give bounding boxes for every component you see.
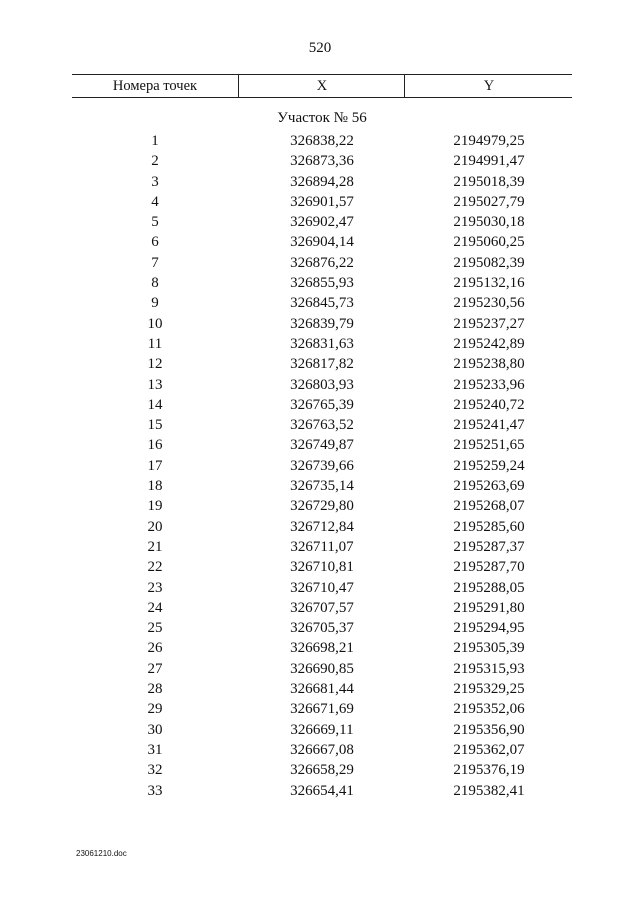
table-row — [0, 415, 640, 435]
table-row — [0, 517, 640, 537]
y-coordinate-cell: 2195240,72 — [453, 396, 525, 413]
y-coordinate-cell: 2195027,79 — [453, 193, 525, 210]
table-row — [0, 253, 640, 273]
y-coordinate-cell: 2195259,24 — [453, 457, 525, 474]
point-number-cell: 7 — [151, 254, 159, 271]
point-number-cell: 6 — [151, 234, 159, 251]
table-row — [0, 131, 640, 151]
point-number-cell: 21 — [147, 538, 163, 555]
y-coordinate-cell: 2195018,39 — [453, 173, 525, 190]
y-coordinate-cell: 2195132,16 — [453, 275, 525, 292]
x-coordinate-cell: 326654,41 — [290, 782, 354, 799]
column-header-x: X — [238, 75, 405, 97]
y-coordinate-cell: 2195082,39 — [453, 254, 525, 271]
x-coordinate-cell: 326855,93 — [290, 275, 354, 292]
table-row — [0, 638, 640, 658]
y-coordinate-cell: 2195230,56 — [453, 295, 525, 312]
page-number: 520 — [308, 40, 332, 56]
table-row — [0, 354, 640, 374]
table-row — [0, 192, 640, 212]
x-coordinate-cell: 326876,22 — [290, 254, 354, 271]
y-coordinate-cell: 2195060,25 — [453, 234, 525, 251]
point-number-cell: 24 — [147, 599, 163, 616]
point-number-cell: 13 — [147, 376, 163, 393]
y-coordinate-cell: 2194979,25 — [453, 133, 525, 149]
y-coordinate-cell: 2195285,60 — [453, 518, 525, 535]
point-number-cell: 4 — [151, 193, 159, 210]
table-row — [0, 720, 640, 740]
point-number-cell: 22 — [147, 559, 163, 576]
point-number-cell: 19 — [147, 498, 163, 515]
point-number-cell: 31 — [147, 741, 163, 758]
x-coordinate-cell: 326817,82 — [290, 356, 354, 373]
x-coordinate-cell: 326667,08 — [290, 741, 354, 758]
table-row — [0, 699, 640, 719]
x-coordinate-cell: 326729,80 — [290, 498, 354, 515]
table-row — [0, 334, 640, 354]
y-coordinate-cell: 2195030,18 — [453, 214, 525, 231]
table-row — [0, 395, 640, 415]
y-coordinate-cell: 2195376,19 — [453, 762, 525, 779]
point-number-cell: 32 — [147, 762, 163, 779]
x-coordinate-cell: 326763,52 — [290, 417, 354, 434]
table-body — [0, 131, 640, 801]
y-coordinate-cell: 2195294,95 — [453, 620, 525, 637]
table-row — [0, 314, 640, 334]
point-number-cell: 28 — [147, 681, 163, 698]
table-row — [0, 557, 640, 577]
y-coordinate-cell: 2195263,69 — [453, 478, 525, 495]
point-number-cell: 17 — [147, 457, 163, 474]
y-coordinate-cell: 2195305,39 — [453, 640, 525, 657]
table-row — [0, 151, 640, 171]
table-row — [0, 659, 640, 679]
point-number-cell: 3 — [151, 173, 159, 190]
point-number-cell: 8 — [151, 275, 159, 292]
table-row — [0, 740, 640, 760]
table-row — [0, 435, 640, 455]
x-coordinate-cell: 326765,39 — [290, 396, 354, 413]
table-row — [0, 496, 640, 516]
y-coordinate-cell: 2195251,65 — [453, 437, 525, 454]
point-number-cell: 23 — [147, 579, 163, 596]
y-coordinate-cell: 2195315,93 — [453, 660, 525, 677]
table-row — [0, 375, 640, 395]
point-number-cell: 11 — [147, 335, 163, 352]
column-header-y: Y — [404, 75, 573, 97]
x-coordinate-cell: 326698,21 — [290, 640, 354, 657]
y-coordinate-cell: 2195242,89 — [453, 335, 525, 352]
section-title: Участок № 56 — [277, 110, 367, 126]
x-coordinate-cell: 326735,14 — [290, 478, 354, 495]
table-row — [0, 781, 640, 801]
y-coordinate-cell: 2194991,47 — [453, 153, 525, 170]
x-coordinate-cell: 326710,47 — [290, 579, 354, 596]
table-row — [0, 476, 640, 496]
x-coordinate-cell: 326711,07 — [290, 538, 354, 555]
x-coordinate-cell: 326690,85 — [290, 660, 354, 677]
x-coordinate-cell: 326681,44 — [290, 681, 354, 698]
x-coordinate-cell: 326838,22 — [290, 133, 354, 149]
table-row — [0, 273, 640, 293]
table-row — [0, 456, 640, 476]
point-number-cell: 18 — [147, 478, 163, 495]
y-coordinate-cell: 2195291,80 — [453, 599, 525, 616]
point-number-cell: 1 — [151, 133, 159, 149]
table-row — [0, 618, 640, 638]
column-header-point-number: Номера точек — [112, 78, 198, 94]
table-row — [0, 212, 640, 232]
x-coordinate-cell: 326707,57 — [290, 599, 354, 616]
point-number-cell: 33 — [147, 782, 163, 799]
point-number-cell: 26 — [147, 640, 163, 657]
y-coordinate-cell: 2195287,70 — [453, 559, 525, 576]
x-coordinate-cell: 326901,57 — [290, 193, 354, 210]
x-coordinate-cell: 326671,69 — [290, 701, 354, 718]
point-number-cell: 12 — [147, 356, 163, 373]
x-coordinate-cell: 326831,63 — [290, 335, 354, 352]
table-row — [0, 760, 640, 780]
y-coordinate-cell: 2195329,25 — [453, 681, 525, 698]
point-number-cell: 16 — [147, 437, 163, 454]
point-number-cell: 10 — [147, 315, 163, 332]
x-coordinate-cell: 326803,93 — [290, 376, 354, 393]
y-coordinate-cell: 2195352,06 — [453, 701, 525, 718]
table-row — [0, 578, 640, 598]
x-coordinate-cell: 326904,14 — [290, 234, 354, 251]
table-row — [0, 232, 640, 252]
y-coordinate-cell: 2195241,47 — [453, 417, 525, 434]
y-coordinate-cell: 2195238,80 — [453, 356, 525, 373]
table-row — [0, 537, 640, 557]
x-coordinate-cell: 326873,36 — [290, 153, 354, 170]
table-row — [0, 598, 640, 618]
y-coordinate-cell: 2195356,90 — [453, 721, 525, 738]
table-header — [72, 74, 572, 98]
x-coordinate-cell: 326749,87 — [290, 437, 354, 454]
x-coordinate-cell: 326894,28 — [290, 173, 354, 190]
y-coordinate-cell: 2195237,27 — [453, 315, 525, 332]
x-coordinate-cell: 326710,81 — [290, 559, 354, 576]
x-coordinate-cell: 326669,11 — [290, 721, 354, 738]
x-coordinate-cell: 326658,29 — [290, 762, 354, 779]
point-number-cell: 29 — [147, 701, 163, 718]
y-coordinate-cell: 2195287,37 — [453, 538, 525, 555]
y-coordinate-cell: 2195268,07 — [453, 498, 525, 515]
point-number-cell: 27 — [147, 660, 163, 677]
point-number-cell: 2 — [151, 153, 159, 170]
table-row — [0, 679, 640, 699]
point-number-cell: 20 — [147, 518, 163, 535]
x-coordinate-cell: 326845,73 — [290, 295, 354, 312]
x-coordinate-cell: 326739,66 — [290, 457, 354, 474]
x-coordinate-cell: 326712,84 — [290, 518, 354, 535]
y-coordinate-cell: 2195288,05 — [453, 579, 525, 596]
y-coordinate-cell: 2195233,96 — [453, 376, 525, 393]
x-coordinate-cell: 326839,79 — [290, 315, 354, 332]
point-number-cell: 9 — [151, 295, 159, 312]
x-coordinate-cell: 326705,37 — [290, 620, 354, 637]
footer-filename: 23061210.doc — [76, 849, 127, 858]
y-coordinate-cell: 2195362,07 — [453, 741, 525, 758]
point-number-cell: 15 — [147, 417, 163, 434]
point-number-cell: 5 — [151, 214, 159, 231]
table-row — [0, 172, 640, 192]
point-number-cell: 25 — [147, 620, 163, 637]
x-coordinate-cell: 326902,47 — [290, 214, 354, 231]
y-coordinate-cell: 2195382,41 — [453, 782, 525, 799]
point-number-cell: 14 — [147, 396, 163, 413]
point-number-cell: 30 — [147, 721, 163, 738]
table-row — [0, 293, 640, 313]
